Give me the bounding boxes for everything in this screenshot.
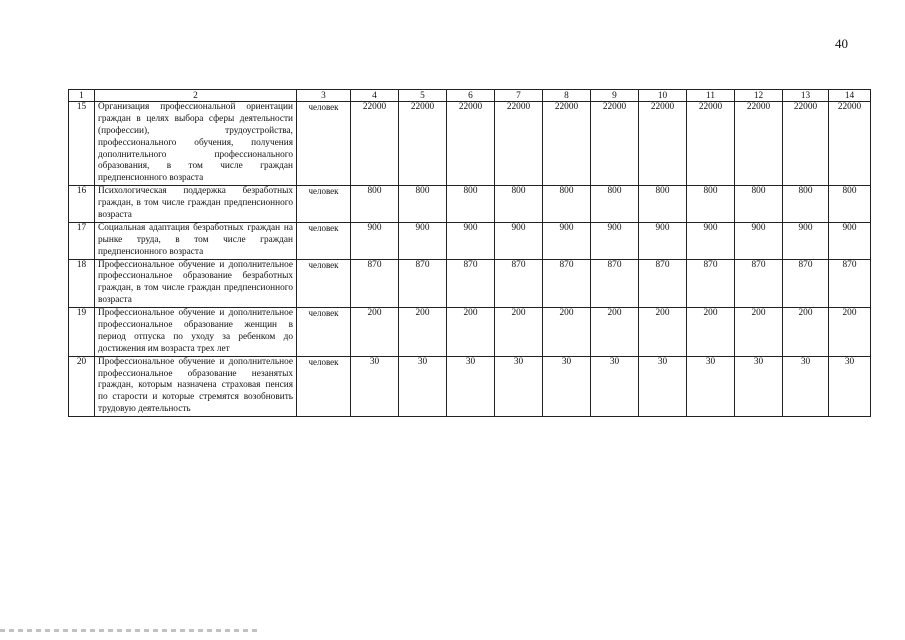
column-header-11: 11 bbox=[687, 90, 735, 102]
value-cell: 30 bbox=[399, 356, 447, 416]
value-cell: 22000 bbox=[783, 102, 829, 186]
value-cell: 800 bbox=[447, 186, 495, 223]
value-cell: 30 bbox=[351, 356, 399, 416]
value-cell: 900 bbox=[447, 222, 495, 259]
activity-name: Профессиональное обучение и дополнительное профессиональное образование женщин в период отпуска по уходу за ребенком до достижения им возраста трех лет bbox=[95, 308, 297, 357]
value-cell: 30 bbox=[639, 356, 687, 416]
value-cell: 30 bbox=[447, 356, 495, 416]
value-cell: 200 bbox=[591, 308, 639, 357]
column-header-12: 12 bbox=[735, 90, 783, 102]
value-cell: 30 bbox=[783, 356, 829, 416]
value-cell: 800 bbox=[543, 186, 591, 223]
column-header-14: 14 bbox=[829, 90, 871, 102]
value-cell: 800 bbox=[829, 186, 871, 223]
value-cell: 200 bbox=[829, 308, 871, 357]
column-header-5: 5 bbox=[399, 90, 447, 102]
unit-of-measure: человек bbox=[297, 356, 351, 416]
value-cell: 870 bbox=[735, 259, 783, 308]
value-cell: 900 bbox=[591, 222, 639, 259]
table-row bbox=[69, 186, 871, 223]
value-cell: 22000 bbox=[543, 102, 591, 186]
unit-of-measure: человек bbox=[297, 222, 351, 259]
column-header-3: 3 bbox=[297, 90, 351, 102]
activity-name: Профессиональное обучение и дополнительное профессиональное образование незанятых граждан, которым назначена страховая пенсия по старости и которые стремятся возобновить трудовую деятельность bbox=[95, 356, 297, 416]
unit-of-measure: человек bbox=[297, 259, 351, 308]
activity-name: Социальная адаптация безработных граждан на рынке труда, в том числе граждан предпенсионного возраста bbox=[95, 222, 297, 259]
value-cell: 900 bbox=[639, 222, 687, 259]
value-cell: 800 bbox=[639, 186, 687, 223]
value-cell: 870 bbox=[399, 259, 447, 308]
column-header-9: 9 bbox=[591, 90, 639, 102]
header-row bbox=[69, 90, 871, 102]
value-cell: 30 bbox=[495, 356, 543, 416]
page-number: 40 bbox=[835, 36, 848, 51]
value-cell: 200 bbox=[399, 308, 447, 357]
activity-name: Профессиональное обучение и дополнительное профессиональное образование безработных граждан, в том числе граждан предпенсионного возраста bbox=[95, 259, 297, 308]
value-cell: 200 bbox=[687, 308, 735, 357]
table-row bbox=[69, 222, 871, 259]
value-cell: 22000 bbox=[351, 102, 399, 186]
value-cell: 870 bbox=[687, 259, 735, 308]
table-row bbox=[69, 308, 871, 357]
value-cell: 30 bbox=[687, 356, 735, 416]
column-header-13: 13 bbox=[783, 90, 829, 102]
value-cell: 800 bbox=[735, 186, 783, 223]
value-cell: 22000 bbox=[495, 102, 543, 186]
value-cell: 800 bbox=[495, 186, 543, 223]
column-header-1: 1 bbox=[69, 90, 95, 102]
value-cell: 900 bbox=[783, 222, 829, 259]
value-cell: 900 bbox=[735, 222, 783, 259]
value-cell: 900 bbox=[495, 222, 543, 259]
value-cell: 870 bbox=[351, 259, 399, 308]
value-cell: 22000 bbox=[591, 102, 639, 186]
value-cell: 200 bbox=[735, 308, 783, 357]
value-cell: 22000 bbox=[735, 102, 783, 186]
value-cell: 800 bbox=[591, 186, 639, 223]
value-cell: 30 bbox=[735, 356, 783, 416]
column-header-6: 6 bbox=[447, 90, 495, 102]
unit-of-measure: человек bbox=[297, 308, 351, 357]
value-cell: 870 bbox=[829, 259, 871, 308]
column-header-2: 2 bbox=[95, 90, 297, 102]
value-cell: 870 bbox=[495, 259, 543, 308]
value-cell: 900 bbox=[399, 222, 447, 259]
value-cell: 900 bbox=[351, 222, 399, 259]
table-row bbox=[69, 102, 871, 186]
row-number: 20 bbox=[69, 356, 95, 416]
value-cell: 200 bbox=[495, 308, 543, 357]
value-cell: 870 bbox=[543, 259, 591, 308]
column-header-10: 10 bbox=[639, 90, 687, 102]
value-cell: 800 bbox=[687, 186, 735, 223]
scan-artifact-marks bbox=[0, 629, 260, 632]
value-cell: 200 bbox=[351, 308, 399, 357]
value-cell: 870 bbox=[447, 259, 495, 308]
value-cell: 22000 bbox=[829, 102, 871, 186]
row-number: 16 bbox=[69, 186, 95, 223]
value-cell: 22000 bbox=[639, 102, 687, 186]
value-cell: 800 bbox=[783, 186, 829, 223]
value-cell: 900 bbox=[687, 222, 735, 259]
activity-name: Организация профессиональной ориентации граждан в целях выбора сферы деятельности (профессии), трудоустройства, профессионального обучения, получения дополнительного профессионального образования, в том числе граждан предпенсионного возраста bbox=[95, 102, 297, 186]
unit-of-measure: человек bbox=[297, 186, 351, 223]
column-header-8: 8 bbox=[543, 90, 591, 102]
value-cell: 22000 bbox=[687, 102, 735, 186]
row-number: 17 bbox=[69, 222, 95, 259]
row-number: 19 bbox=[69, 308, 95, 357]
value-cell: 870 bbox=[639, 259, 687, 308]
column-header-7: 7 bbox=[495, 90, 543, 102]
value-cell: 200 bbox=[447, 308, 495, 357]
value-cell: 870 bbox=[591, 259, 639, 308]
activity-name: Психологическая поддержка безработных граждан, в том числе граждан предпенсионного возраста bbox=[95, 186, 297, 223]
column-header-4: 4 bbox=[351, 90, 399, 102]
value-cell: 900 bbox=[543, 222, 591, 259]
value-cell: 30 bbox=[829, 356, 871, 416]
value-cell: 870 bbox=[783, 259, 829, 308]
value-cell: 30 bbox=[543, 356, 591, 416]
row-number: 15 bbox=[69, 102, 95, 186]
value-cell: 200 bbox=[639, 308, 687, 357]
value-cell: 900 bbox=[829, 222, 871, 259]
table-body bbox=[69, 102, 871, 417]
row-number: 18 bbox=[69, 259, 95, 308]
table-row bbox=[69, 259, 871, 308]
value-cell: 200 bbox=[543, 308, 591, 357]
table-row bbox=[69, 356, 871, 416]
value-cell: 800 bbox=[351, 186, 399, 223]
value-cell: 30 bbox=[591, 356, 639, 416]
value-cell: 800 bbox=[399, 186, 447, 223]
unit-of-measure: человек bbox=[297, 102, 351, 186]
value-cell: 200 bbox=[783, 308, 829, 357]
value-cell: 22000 bbox=[447, 102, 495, 186]
indicators-table bbox=[68, 89, 871, 417]
value-cell: 22000 bbox=[399, 102, 447, 186]
